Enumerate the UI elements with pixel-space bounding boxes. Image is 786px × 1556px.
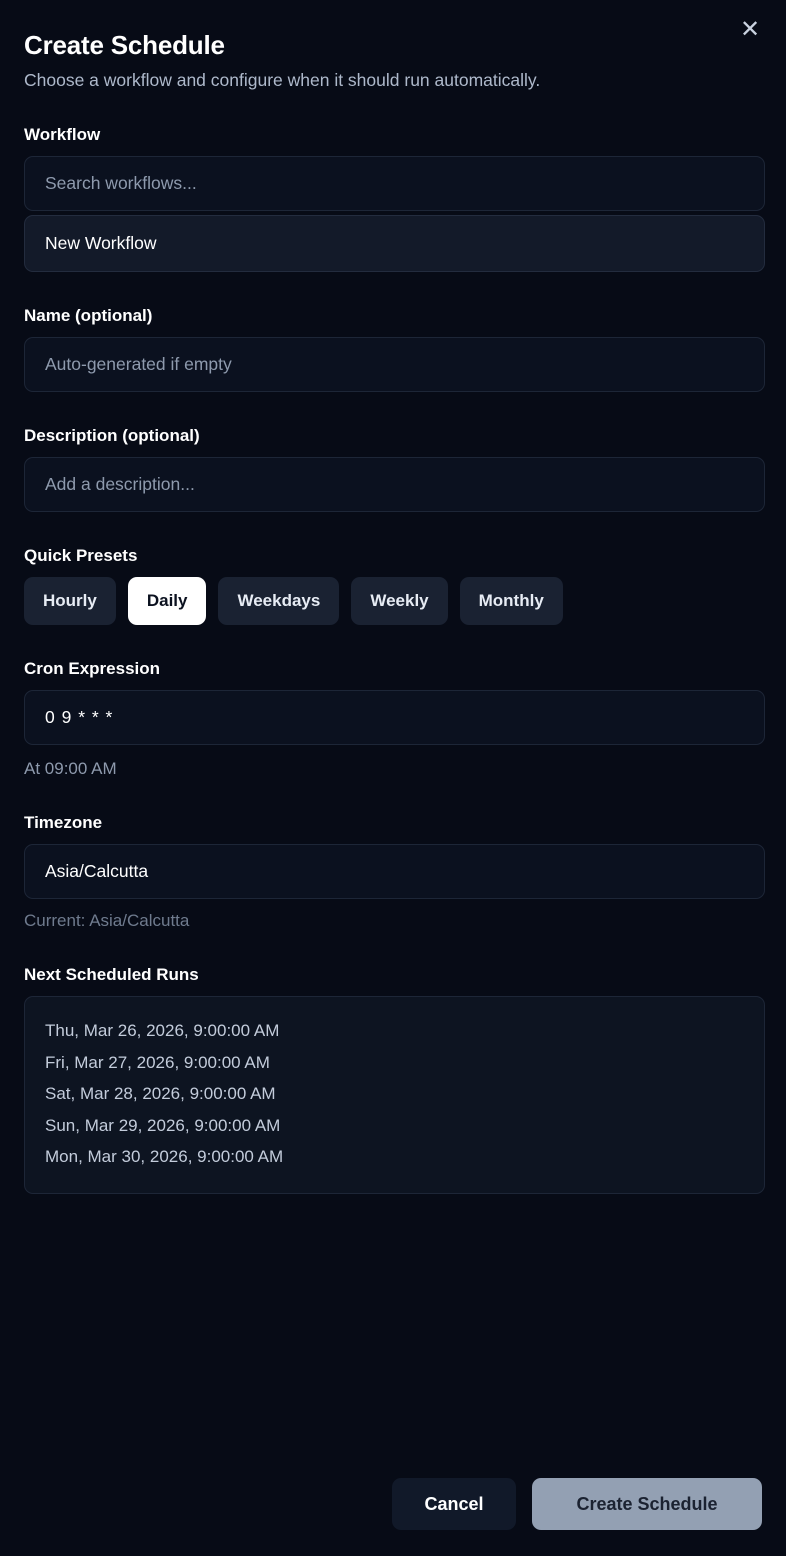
list-item: Thu, Mar 26, 2026, 9:00:00 AM [45,1021,280,1040]
list-item: Fri, Mar 27, 2026, 9:00:00 AM [45,1052,270,1072]
next-scheduled-runs-label: Next Scheduled Runs [24,965,199,984]
cron-description: At 09:00 AM [24,759,117,778]
page-title: Create Schedule [24,30,225,60]
quick-presets-label: Quick Presets [24,546,138,565]
cron-expression-label: Cron Expression [24,659,161,678]
name-input[interactable]: Auto-generated if empty [24,337,765,392]
quick-presets-group [24,577,762,625]
preset-weekly[interactable]: Weekly [351,577,447,625]
create-schedule-button[interactable]: Create Schedule [532,1478,762,1530]
timezone-current: Current: Asia/Calcutta [24,911,190,930]
list-item: Sun, Mar 29, 2026, 9:00:00 AM [45,1115,281,1135]
preset-weekdays[interactable]: Weekdays [218,577,339,625]
name-label: Name (optional) [24,306,153,325]
dialog-subtitle: Choose a workflow and configure when it should run automatically. [24,70,541,90]
preset-hourly[interactable]: Hourly [24,577,116,625]
cancel-button[interactable]: Cancel [392,1478,516,1530]
close-icon[interactable]: ✕ [734,14,766,46]
list-item: Sat, Mar 28, 2026, 9:00:00 AM [45,1084,276,1103]
description-label: Description (optional) [24,426,200,445]
list-item: Mon, Mar 30, 2026, 9:00:00 AM [45,1147,284,1166]
timezone-select[interactable]: Asia/Calcutta [24,844,765,899]
workflow-option-new-workflow[interactable]: New Workflow [24,215,765,272]
description-input[interactable]: Add a description... [24,457,765,512]
workflow-search-input[interactable]: Search workflows... [24,156,765,211]
preset-daily[interactable]: Daily [128,577,207,625]
preset-monthly[interactable]: Monthly [460,577,563,625]
dialog-footer [24,1478,762,1530]
workflow-label: Workflow [24,125,101,144]
cron-expression-input[interactable]: 0 9 * * * [24,690,765,745]
next-scheduled-runs-list [24,996,765,1194]
timezone-label: Timezone [24,813,103,832]
